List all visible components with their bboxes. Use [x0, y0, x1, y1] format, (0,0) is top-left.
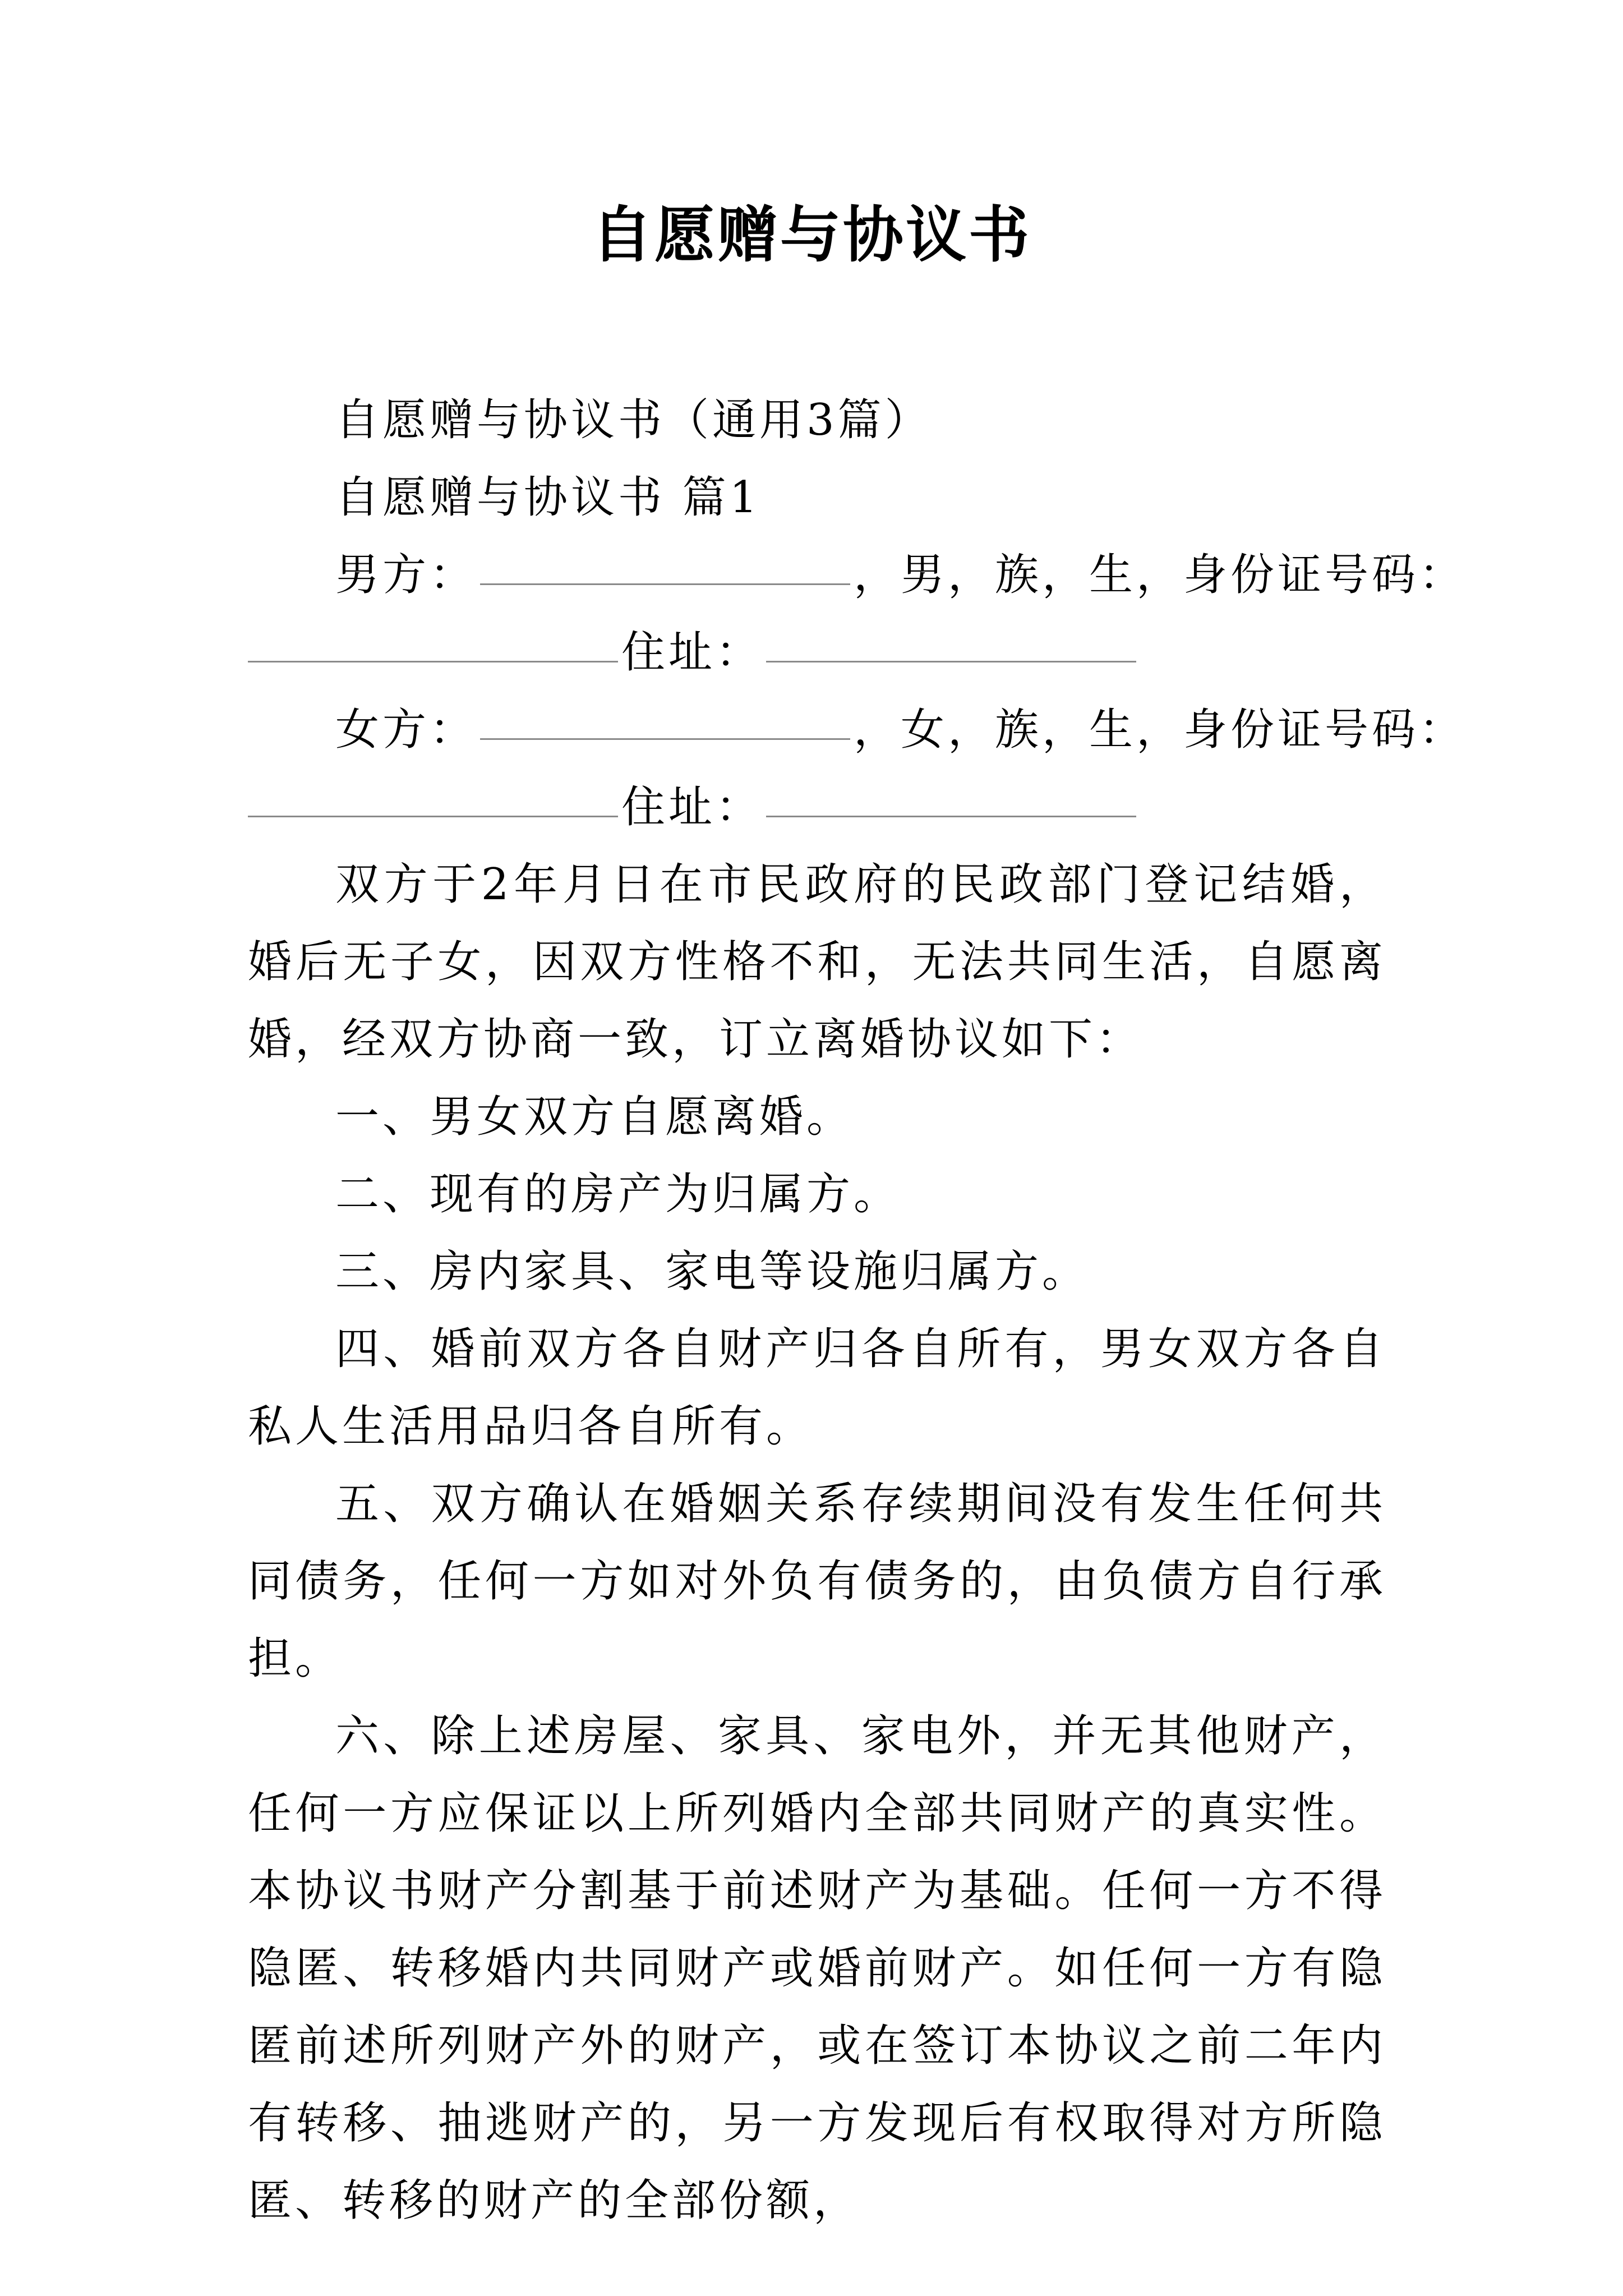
paragraph-intro: 双方于2年月日在市民政府的民政部门登记结婚，婚后无子女，因双方性格不和，无法共同生活，自愿离婚，经双方协商一致，订立离婚协议如下：	[248, 859, 1386, 1065]
paragraph-clause-1: 一、男女双方自愿离婚。	[335, 1092, 854, 1142]
document-title: 自愿赠与协议书	[591, 200, 1031, 270]
paragraph-clause-5: 五、双方确认在婚姻关系存续期间没有发生任何共同债务，任何一方如对外负有债务的，由负债方自行承担。	[248, 1479, 1386, 1684]
female-label: 女方：	[335, 705, 477, 755]
document-subtitle: 自愿赠与协议书（通用3篇）	[335, 395, 932, 445]
male-suffix: ，男，族，生，身份证号码：	[854, 550, 1467, 600]
paragraph-clause-6: 六、除上述房屋、家具、家电外，并无其他财产，任何一方应保证以上所列婚内全部共同财产的真实性。本协议书财产分割基于前述财产为基础。任何一方不得隐匿、转移婚内共同财产或婚前财产。如任何一方有隐匿前述所列财产外的财产，或在签订本协议之前二年内有转移、抽逃财产的，另一方发现后有权取得对方所隐匿、转移的财产的全部份额，	[248, 1711, 1386, 2226]
female-party-line	[248, 691, 1467, 769]
female-address-line	[248, 769, 1386, 846]
female-address-blank	[766, 815, 1136, 817]
male-name-blank	[480, 582, 850, 585]
female-address-label: 住址：	[621, 782, 763, 832]
section-heading: 自愿赠与协议书 篇1	[335, 472, 761, 523]
document-body	[248, 381, 1467, 2239]
male-party-line	[248, 536, 1467, 614]
male-label: 男方：	[335, 550, 477, 600]
female-suffix: ，女，族，生，身份证号码：	[854, 705, 1467, 755]
male-address-blank	[766, 660, 1136, 662]
paragraph-clause-4: 四、婚前双方各自财产归各自所有，男女双方各自私人生活用品归各自所有。	[248, 1324, 1386, 1452]
male-address-label: 住址：	[621, 627, 763, 678]
female-id-blank	[248, 815, 618, 817]
female-name-blank	[480, 737, 850, 740]
male-id-blank	[248, 660, 618, 662]
male-address-line	[248, 614, 1386, 691]
paragraph-clause-3: 三、房内家具、家电等设施归属方。	[335, 1246, 1090, 1297]
paragraph-clause-2: 二、现有的房产为归属方。	[335, 1169, 901, 1220]
